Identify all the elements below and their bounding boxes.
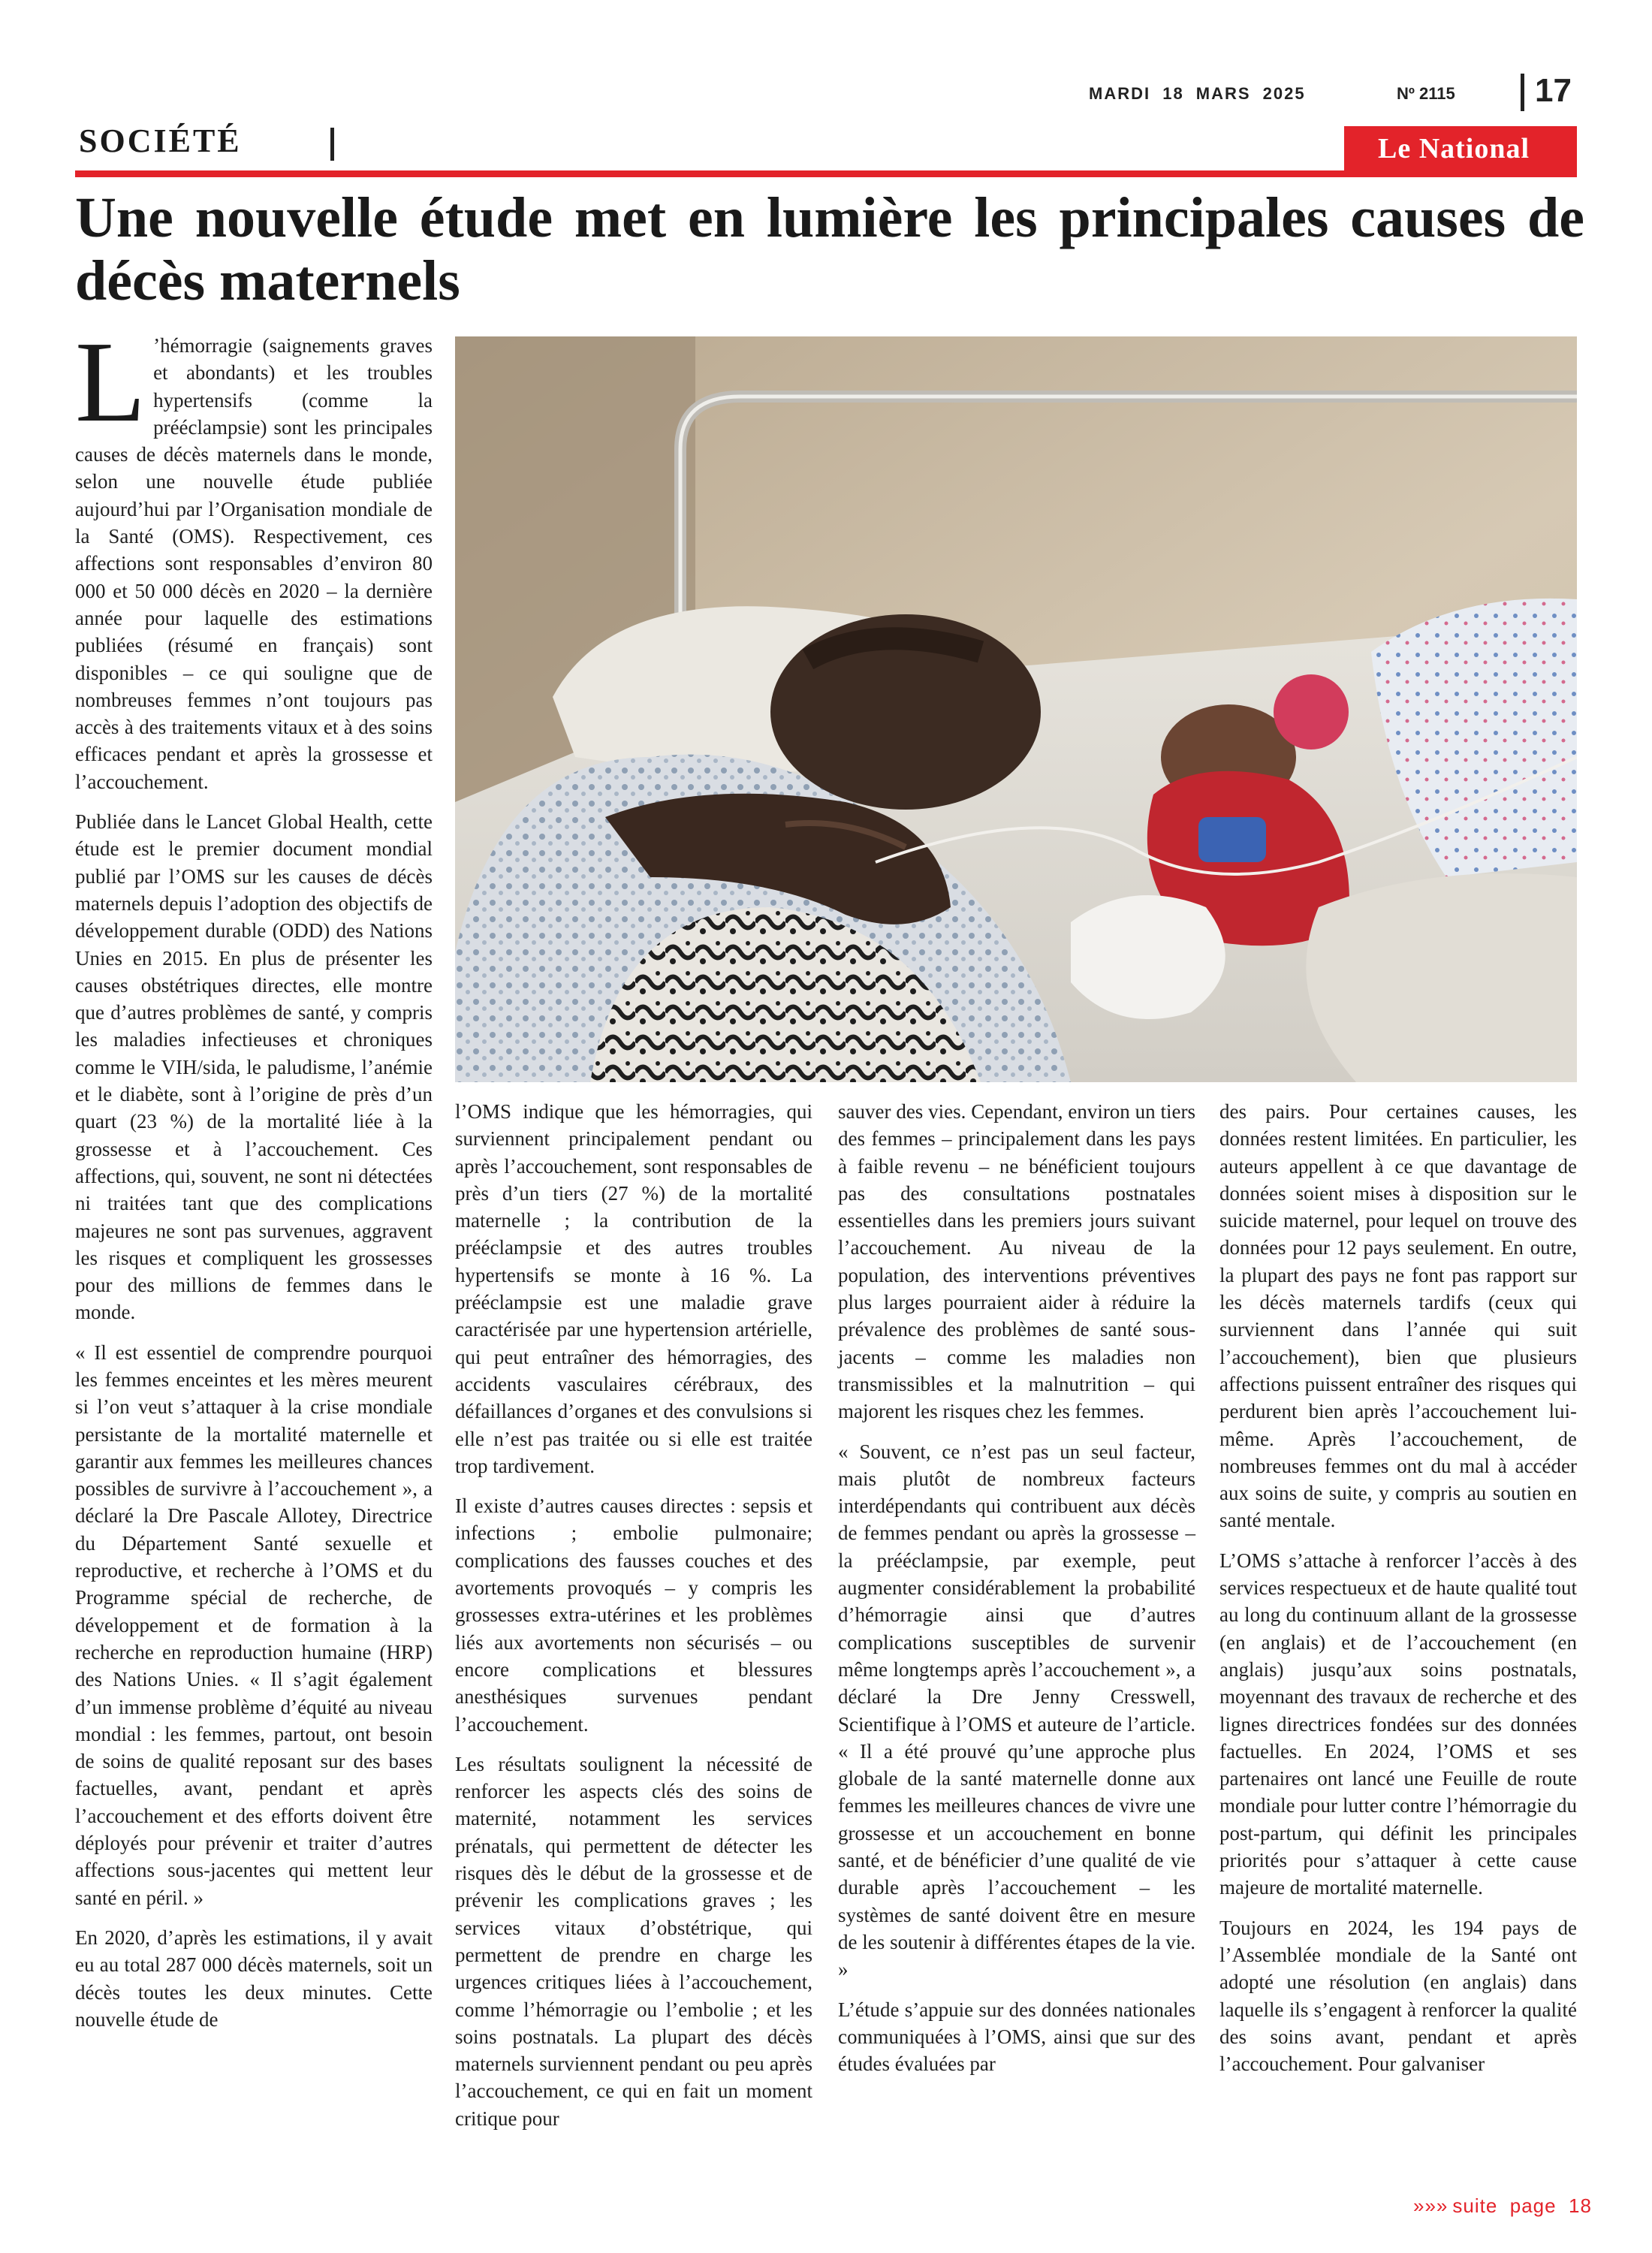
hospital-bed-photo-illustration	[455, 336, 1577, 1082]
article-column-1	[75, 318, 433, 2046]
section-divider	[330, 128, 334, 161]
paragraph: « Il est essentiel de comprendre pourquoi les femmes enceintes et les mères meurent si l’on veut s’attaquer à la crise mondiale persistante de la mortalité maternelle et garantir aux femmes les meilleures chances possibles de survivre à l’accouchement », a déclaré la Dre Pascale Allotey, Directrice du Département Santé sexuelle et reproductive, et recherche à l’OMS et du Programme spécial de recherche, de développement et de formation à la recherche en reproduction humaine (HRP) des Nations Unies. « Il s’agit également d’un immense problème d’équité au niveau mondial : les femmes, partout, ont besoin de soins de qualité reposant sur des bases factuelles, avant, pendant et après l’accouchement et des efforts doivent être déployés pour prévenir et traiter d’autres affections sous-jacentes qui mettent leur santé en péril. »	[75, 1341, 433, 1909]
article-title: Une nouvelle étude met en lumière les principales causes de décès maternels	[75, 186, 1584, 312]
article-column-4	[1219, 1098, 1577, 2090]
article-column-2	[455, 1098, 812, 2145]
header-red-rule	[75, 170, 1577, 177]
section-label: SOCIÉTÉ	[79, 122, 242, 159]
paragraph: sauver des vies. Cependant, environ un tiers des femmes – principalement dans les pays à faible revenu – ne bénéficient toujours pas des consultations postnatales essentielles dans les premiers jours suivant l’accouchement. Au niveau de la population, des interventions préventives plus larges pourraient aider à réduire la prévalence des problèmes de santé sous-jacents – comme les maladies non transmissibles et la malnutrition – qui majorent les risques chez les femmes.	[838, 1100, 1195, 1423]
paragraph: L’étude s’appuie sur des données nationales communiquées à l’OMS, ainsi que sur des études évaluées par	[838, 1998, 1195, 2076]
paragraph: Il existe d’autres causes directes : sepsis et infections ; embolie pulmonaire; complications des fausses couches et des avortements provoqués – y compris les grossesses extra-utérines et les problèmes liés aux avortements non sécurisés – ou encore complications et blessures anesthésiques survenues pendant l’accouchement.	[455, 1494, 812, 1736]
issue-date: MARDI 18 MARS 2025	[1089, 84, 1306, 103]
paragraph: Toujours en 2024, les 194 pays de l’Assemblée mondiale de la Santé ont adopté une résolution (en anglais) dans laquelle ils s’engagent à renforcer la qualité des soins avant, pendant et après l’accouchement. Pour galvaniser	[1219, 1916, 1577, 2076]
page-number-divider	[1521, 74, 1524, 111]
paragraph: Les résultats soulignent la nécessité de renforcer les aspects clés des soins de maternité, notamment les services prénatals, qui permettent de détecter les risques dès le début de la grossesse et de prévenir les complications graves ; les services vitaux d’obstétrique, qui permettent de prendre en charge les urgences critiques liées à l’accouchement, comme l’hémorragie ou l’embolie ; et les soins postnatals. La plupart des décès maternels surviennent pendant ou peu après l’accouchement, ce qui en fait un moment critique pour	[455, 1752, 812, 2130]
paragraph: En 2020, d’après les estimations, il y avait eu au total 287 000 décès maternels, soit un décès toutes les deux minutes. Cette nouvelle étude de	[75, 1926, 433, 2031]
drop-cap: L	[75, 318, 146, 446]
paragraph-text: ’hémorragie (saignements graves et abondants) et les troubles hypertensifs (comme la prééclampsie) sont les principales causes de décès maternels dans le monde, selon une nouvelle étude publiée aujourd’hui par l’Organisation mondiale de la Santé (OMS). Respectivement, ces affections sont responsables d’environ 80 000 et 50 000 décès en 2020 – la dernière année pour laquelle des estimations publiées (résumé en français) sont disponibles – ce qui souligne que de nombreuses femmes n’ont toujours pas accès à des traitements vitaux et à des soins efficaces pendant et après la grossesse et l’accouchement.	[75, 334, 433, 793]
article-column-3	[838, 1098, 1195, 2090]
paragraph: des pairs. Pour certaines causes, les données restent limitées. En particulier, les auteurs appellent à ce que davantage de données soient mises à disposition sur le suicide maternel, pour lequel on trouve des données pour 12 pays seulement. En outre, la plupart des pays ne font pas rapport sur les décès maternels tardifs (ceux qui surviennent dans l’année qui suit l’accouchement), bien que plusieurs affections puissent entraîner des risques qui perdurent bien après l’accouchement lui-même. Après l’accouchement, de nombreuses femmes ont du mal à accéder aux soins de suite, y compris au soutien en santé mentale.	[1219, 1100, 1577, 1532]
paragraph: l’OMS indique que les hémorragies, qui surviennent principalement pendant ou après l’accouchement, sont responsables de près d’un tiers (27 %) de la mortalité maternelle ; la contribution de la prééclampsie et des autres troubles hypertensifs se monte à 16 %. La prééclampsie est une maladie grave caractérisée par une hypertension artérielle, qui peut entraîner des hémorragies, des accidents vasculaires cérébraux, des défaillances d’organes et des convulsions si elle n’est pas traitée ou si elle est traitée trop tardivement.	[455, 1100, 812, 1477]
article-photo	[455, 336, 1577, 1082]
issue-number: Nº 2115	[1397, 84, 1455, 103]
continuation-text: suite page 18	[1452, 2194, 1592, 2217]
page-number: 17	[1535, 72, 1572, 109]
continuation-arrows: »»»	[1413, 2194, 1449, 2217]
newspaper-name: Le National	[1378, 133, 1530, 164]
continuation-note	[1413, 2194, 1592, 2218]
paragraph: « Souvent, ce n’est pas un seul facteur, mais plutôt de nombreux facteurs interdépendants qui contribuent aux décès de femmes pendant ou après la grossesse – la prééclampsie, par exemple, peut augmenter considérablement la probabilité d’hémorragie ainsi que d’autres complications susceptibles de survenir même longtemps après l’accouchement », a déclaré la Dre Jenny Cresswell, Scientifique à l’OMS et auteure de l’article. « Il a été prouvé qu’une approche plus globale de la santé maternelle donne aux femmes les meilleures chances de vivre une grossesse et un accouchement en bonne santé, et de bénéficier d’une qualité de vie durable après l’accouchement – les systèmes de santé doivent être en mesure de les soutenir à différentes étapes de la vie. »	[838, 1440, 1195, 1981]
paragraph: L’OMS s’attache à renforcer l’accès à des services respectueux et de haute qualité tout au long du continuum allant de la grossesse (en anglais) et de l’accouchement (en anglais) jusqu’aux soins postnatals, moyennant des travaux de recherche et des lignes directrices fondées sur des données factuelles. En 2024, l’OMS et ses partenaires ont lancé une Feuille de route mondiale pour lutter contre l’hémorragie du post-partum, qui définit les principales priorités pour s’attaquer à cette cause majeure de mortalité maternelle.	[1219, 1549, 1577, 1899]
paragraph	[75, 318, 433, 795]
paragraph: Publiée dans le Lancet Global Health, cette étude est le premier document mondial publié par l’OMS sur les causes de décès maternels depuis l’adoption des objectifs de développement durable (ODD) des Nations Unies en 2015. En plus de présenter les causes obstétriques directes, elle montre que d’autres problèmes de santé, y compris les maladies infectieuses et chroniques comme le VIH/sida, le paludisme, l’anémie et le diabète, sont à l’origine de près d’un quart (23 %) de la mortalité liée à la grossesse et à l’accouchement. Ces affections, qui, souvent, ne sont ni détectées ni traitées tant que des complications majeures ne sont pas survenues, aggravent les risques et compliquent les grossesses pour des millions de femmes dans le monde.	[75, 810, 433, 1324]
